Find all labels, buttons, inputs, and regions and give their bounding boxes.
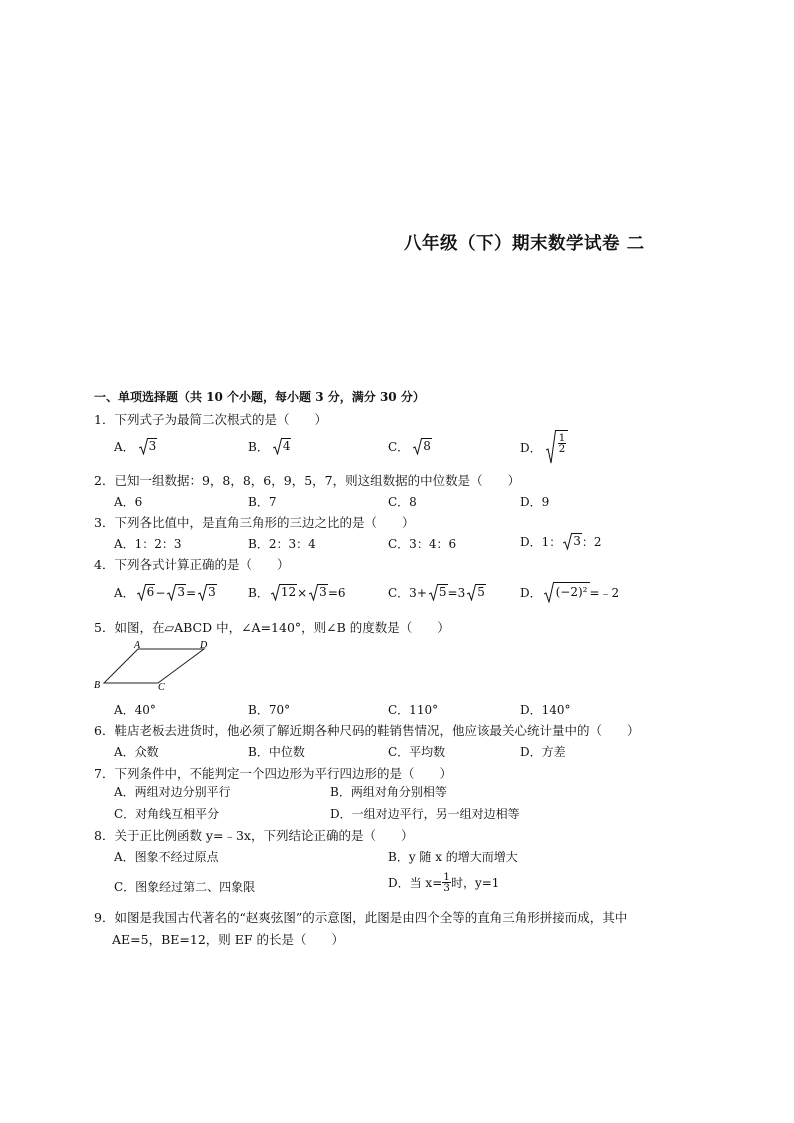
q2-option-d[interactable]: D．9 <box>520 495 550 509</box>
q1-option-a[interactable]: A． 3 <box>114 439 157 454</box>
fraction-one-half: $\frac{1}{2}$ <box>558 432 566 455</box>
q8-option-a[interactable]: A．图象不经过原点 <box>114 850 219 864</box>
sqrt-symbol: (−2)² <box>544 582 590 603</box>
question-4-stem: 4．下列各式计算正确的是（ ） <box>94 557 290 572</box>
q6-option-b[interactable]: B．中位数 <box>248 745 305 759</box>
q4-option-d[interactable]: D． (−2)² =﹣2 <box>520 582 619 603</box>
q8-option-b[interactable]: B．y 随 x 的增大而增大 <box>388 850 518 864</box>
question-2-stem: 2．已知一组数据：9，8，8，6，9，5，7，则这组数据的中位数是（ ） <box>94 473 521 488</box>
q5-option-a[interactable]: A．40° <box>114 703 156 717</box>
q8-option-c[interactable]: C．图象经过第二、四象限 <box>114 880 256 894</box>
q5-option-c[interactable]: C．110° <box>388 703 439 717</box>
q4-option-b[interactable]: B． 12 × 3 =6 <box>248 585 346 600</box>
q3-option-b[interactable]: B．2：3：4 <box>248 537 316 551</box>
question-1-stem: 1．下列式子为最简二次根式的是（ ） <box>94 412 327 427</box>
q7-option-a[interactable]: A．两组对边分别平行 <box>114 785 231 799</box>
question-5-stem: 5．如图，在▱ABCD 中，∠A=140°，则∠B 的度数是（ ） <box>94 620 450 635</box>
section-heading: 一、单项选择题（共 10 个小题，每小题 3 分，满分 30 分） <box>94 390 425 404</box>
sqrt-symbol: 5 <box>429 584 448 601</box>
q6-option-a[interactable]: A．众数 <box>114 745 159 759</box>
fraction-one-third: $\frac{1}{3}$ <box>443 871 450 894</box>
sqrt-symbol: 3 <box>167 584 186 601</box>
question-3-stem: 3．下列各比值中，是直角三角形的三边之比的是（ ） <box>94 515 415 530</box>
q5-option-b[interactable]: B．70° <box>248 703 291 717</box>
q1-option-b[interactable]: B． 4 <box>248 439 291 454</box>
q7-option-c[interactable]: C．对角线互相平分 <box>114 807 220 821</box>
question-8-stem: 8．关于正比例函数 y=﹣3x，下列结论正确的是（ ） <box>94 828 414 843</box>
q4-option-a[interactable]: A． 6 − 3 = 3 <box>114 585 216 600</box>
q5-option-d[interactable]: D．140° <box>520 703 571 717</box>
parallelogram-figure <box>90 640 220 693</box>
q1-option-d[interactable]: D． $\frac{1}{2}$ <box>520 430 568 464</box>
vertex-a-label: A <box>134 640 141 651</box>
q7-option-d[interactable]: D．一组对边平行，另一组对边相等 <box>330 807 520 821</box>
sqrt-symbol: 3 <box>139 438 158 455</box>
question-6-stem: 6．鞋店老板去进货时，他必须了解近期各种尺码的鞋销售情况，他应该最关心统计量中的（ ） <box>94 723 640 738</box>
q1-option-c[interactable]: C． 8 <box>388 439 431 454</box>
q4-option-c[interactable]: C．3+ 5 =3 5 <box>388 585 485 600</box>
q7-option-b[interactable]: B．两组对角分别相等 <box>330 785 447 799</box>
question-7-stem: 7．下列条件中，不能判定一个四边形为平行四边形的是（ ） <box>94 766 452 781</box>
sqrt-symbol: 12 <box>271 584 297 601</box>
sqrt-symbol: 8 <box>413 438 432 455</box>
q2-option-a[interactable]: A．6 <box>114 495 143 509</box>
q6-option-d[interactable]: D．方差 <box>520 745 566 759</box>
question-9-stem-line2: AE=5，BE=12，则 EF 的长是（ ） <box>112 932 345 947</box>
vertex-c-label: C <box>158 682 165 690</box>
sqrt-symbol: 3 <box>563 533 582 550</box>
question-9-stem-line1: 9．如图是我国古代著名的“赵爽弦图”的示意图，此图是由四个全等的直角三角形拼接而成，其中 <box>94 910 628 925</box>
q2-option-b[interactable]: B．7 <box>248 495 277 509</box>
q6-option-c[interactable]: C．平均数 <box>388 745 446 759</box>
sqrt-symbol: 3 <box>198 584 217 601</box>
sqrt-symbol <box>546 430 569 464</box>
page-title: 八年级（下）期末数学试卷 二 <box>404 234 645 254</box>
vertex-b-label: B <box>94 680 101 690</box>
sqrt-symbol: 4 <box>273 438 292 455</box>
q3-option-a[interactable]: A．1：2：3 <box>114 537 182 551</box>
q8-option-d[interactable]: D．当 x= $\frac{1}{3}$ 时，y=1 <box>388 871 500 894</box>
q3-option-d[interactable]: D．1： 3 ：2 <box>520 534 602 549</box>
sqrt-symbol: 3 <box>309 584 328 601</box>
q3-option-c[interactable]: C．3：4：6 <box>388 537 457 551</box>
sqrt-symbol: 6 <box>137 584 156 601</box>
sqrt-symbol: 5 <box>467 584 486 601</box>
vertex-d-label: D <box>200 640 208 651</box>
q2-option-c[interactable]: C．8 <box>388 495 417 509</box>
